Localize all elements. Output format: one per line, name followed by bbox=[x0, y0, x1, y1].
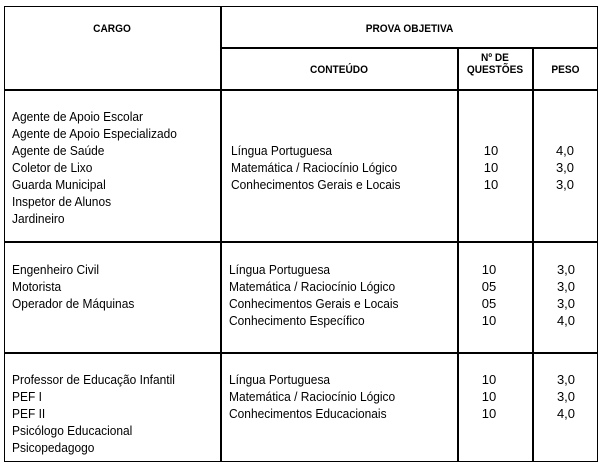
group-3-conteudos bbox=[229, 371, 395, 422]
header-cargo: CARGO bbox=[93, 23, 131, 35]
questoes-value: 10 bbox=[481, 313, 497, 328]
cargo-item: PEF II bbox=[12, 406, 46, 421]
cargo-item: Engenheiro Civil bbox=[12, 262, 100, 277]
questoes-value: 10 bbox=[483, 143, 499, 158]
divider-prova-sub bbox=[220, 47, 598, 49]
conteudo-item: Conhecimentos Educacionais bbox=[229, 406, 387, 421]
cargo-item: Jardineiro bbox=[12, 211, 65, 226]
group-3-cargos bbox=[12, 371, 175, 456]
group-2-questoes bbox=[459, 261, 519, 329]
group-1-pesos bbox=[535, 142, 595, 193]
conteudo-item: Matemática / Raciocínio Lógico bbox=[229, 279, 396, 294]
peso-value: 3,0 bbox=[556, 296, 576, 311]
cargo-item: Coletor de Lixo bbox=[12, 160, 93, 175]
peso-value: 3,0 bbox=[556, 372, 576, 387]
questoes-value: 10 bbox=[483, 160, 499, 175]
cargo-item: Operador de Máquinas bbox=[12, 296, 135, 311]
cargo-item: Guarda Municipal bbox=[12, 177, 106, 192]
group-2-pesos bbox=[536, 261, 596, 329]
questoes-value: 10 bbox=[483, 177, 499, 192]
conteudo-item: Conhecimentos Gerais e Locais bbox=[229, 296, 399, 311]
cargo-item: Agente de Apoio Escolar bbox=[12, 109, 143, 124]
cargo-item: Psicopedagogo bbox=[12, 440, 95, 455]
conteudo-item: Língua Portuguesa bbox=[231, 143, 333, 158]
conteudo-item: Matemática / Raciocínio Lógico bbox=[231, 160, 398, 175]
group-1-questoes bbox=[461, 142, 521, 193]
conteudo-item: Conhecimentos Gerais e Locais bbox=[231, 177, 401, 192]
divider-group-2 bbox=[4, 352, 598, 354]
cargo-item: Agente de Saúde bbox=[12, 143, 105, 158]
peso-value: 3,0 bbox=[555, 160, 575, 175]
header-num-questoes-line2: QUESTÕES bbox=[466, 64, 524, 76]
cargo-item: Psicólogo Educacional bbox=[12, 423, 133, 438]
conteudo-item: Língua Portuguesa bbox=[229, 372, 331, 387]
cargo-item: PEF I bbox=[12, 389, 42, 404]
cargo-item: Inspetor de Alunos bbox=[12, 194, 112, 209]
divider-group-1 bbox=[4, 241, 598, 243]
cargo-item: Professor de Educação Infantil bbox=[12, 372, 175, 387]
group-3-questoes bbox=[459, 371, 519, 422]
peso-value: 3,0 bbox=[556, 279, 576, 294]
header-prova-objetiva: PROVA OBJETIVA bbox=[365, 23, 454, 35]
questoes-value: 10 bbox=[481, 406, 497, 421]
questoes-value: 05 bbox=[481, 296, 497, 311]
group-1-cargos bbox=[12, 108, 177, 227]
questoes-value: 05 bbox=[481, 279, 497, 294]
header-num-questoes bbox=[461, 52, 529, 76]
group-1-conteudos bbox=[231, 142, 401, 193]
conteudo-item: Língua Portuguesa bbox=[229, 262, 331, 277]
peso-value: 4,0 bbox=[556, 313, 576, 328]
questoes-value: 10 bbox=[481, 389, 497, 404]
questoes-value: 10 bbox=[481, 372, 497, 387]
conteudo-item: Matemática / Raciocínio Lógico bbox=[229, 389, 396, 404]
header-num-questoes-line1: Nº DE bbox=[481, 52, 509, 64]
cargo-item: Agente de Apoio Especializado bbox=[12, 126, 177, 141]
peso-value: 3,0 bbox=[556, 262, 576, 277]
peso-value: 3,0 bbox=[555, 177, 575, 192]
peso-value: 4,0 bbox=[555, 143, 575, 158]
cargo-item: Motorista bbox=[12, 279, 62, 294]
divider-cargo bbox=[220, 6, 222, 462]
header-peso: PESO bbox=[551, 64, 580, 76]
header-conteudo: CONTEÚDO bbox=[310, 64, 368, 76]
group-3-pesos bbox=[536, 371, 596, 422]
divider-questoes bbox=[532, 48, 534, 462]
peso-value: 3,0 bbox=[556, 389, 576, 404]
group-2-cargos bbox=[12, 261, 134, 312]
conteudo-item: Conhecimento Específico bbox=[229, 313, 365, 328]
group-2-conteudos bbox=[229, 261, 399, 329]
divider-header bbox=[4, 89, 598, 91]
peso-value: 4,0 bbox=[556, 406, 576, 421]
questoes-value: 10 bbox=[481, 262, 497, 277]
